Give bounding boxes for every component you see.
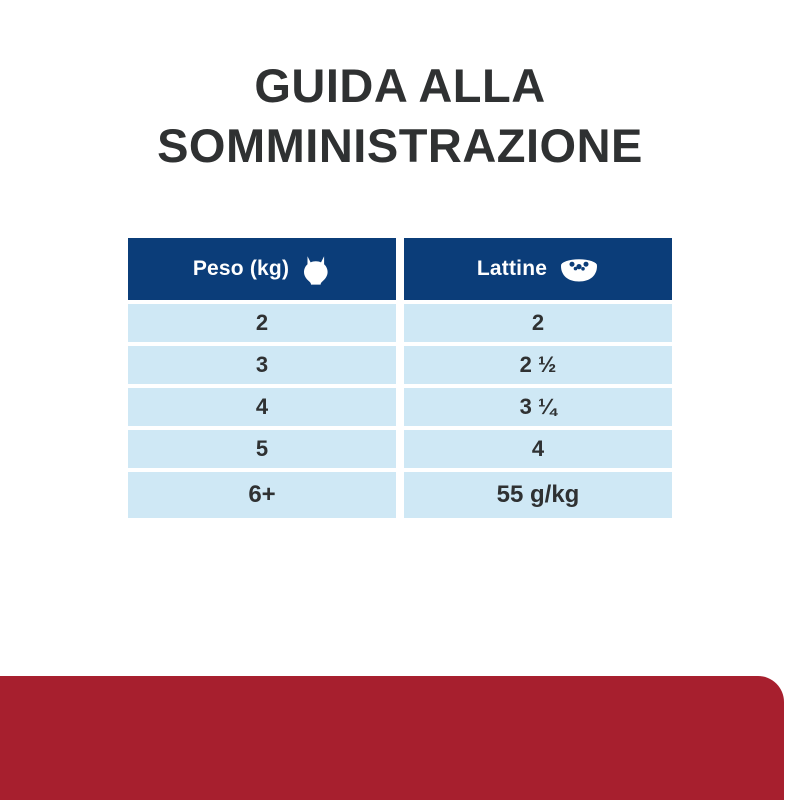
cell-weight: 2 xyxy=(128,304,396,342)
table-row xyxy=(128,346,672,384)
header-gap xyxy=(396,238,404,300)
feeding-table-wrapper xyxy=(128,238,672,518)
cat-icon xyxy=(301,252,331,286)
feeding-table xyxy=(128,238,672,518)
page-title xyxy=(0,0,800,176)
header-label-amount: Lattine xyxy=(476,257,548,281)
cell-gap xyxy=(396,304,404,342)
bottom-accent-shape xyxy=(0,676,784,800)
cell-weight: 3 xyxy=(128,346,396,384)
header-cell-weight xyxy=(128,238,396,300)
table-row xyxy=(128,388,672,426)
bottom-accent-band xyxy=(0,676,800,800)
cell-gap xyxy=(396,346,404,384)
table-row xyxy=(128,304,672,342)
cell-amount: 2 xyxy=(404,304,672,342)
page-title-line-1: GUIDA ALLA xyxy=(254,59,546,112)
header-label-weight: Peso (kg) xyxy=(192,257,290,281)
cell-amount: 55 g/kg xyxy=(404,472,672,518)
table-row xyxy=(128,472,672,518)
cell-weight: 4 xyxy=(128,388,396,426)
cell-gap xyxy=(396,472,404,518)
food-bowl-icon xyxy=(559,255,599,283)
table-header-row xyxy=(128,238,672,300)
cell-gap xyxy=(396,430,404,468)
cell-gap xyxy=(396,388,404,426)
table-row xyxy=(128,430,672,468)
cell-weight: 6+ xyxy=(128,472,396,518)
cell-amount: 3 ¼ xyxy=(404,388,672,426)
cell-weight: 5 xyxy=(128,430,396,468)
cell-amount: 2 ½ xyxy=(404,346,672,384)
header-cell-amount xyxy=(404,238,672,300)
cell-amount: 4 xyxy=(404,430,672,468)
page-title-line-2: SOMMINISTRAZIONE xyxy=(157,119,643,173)
